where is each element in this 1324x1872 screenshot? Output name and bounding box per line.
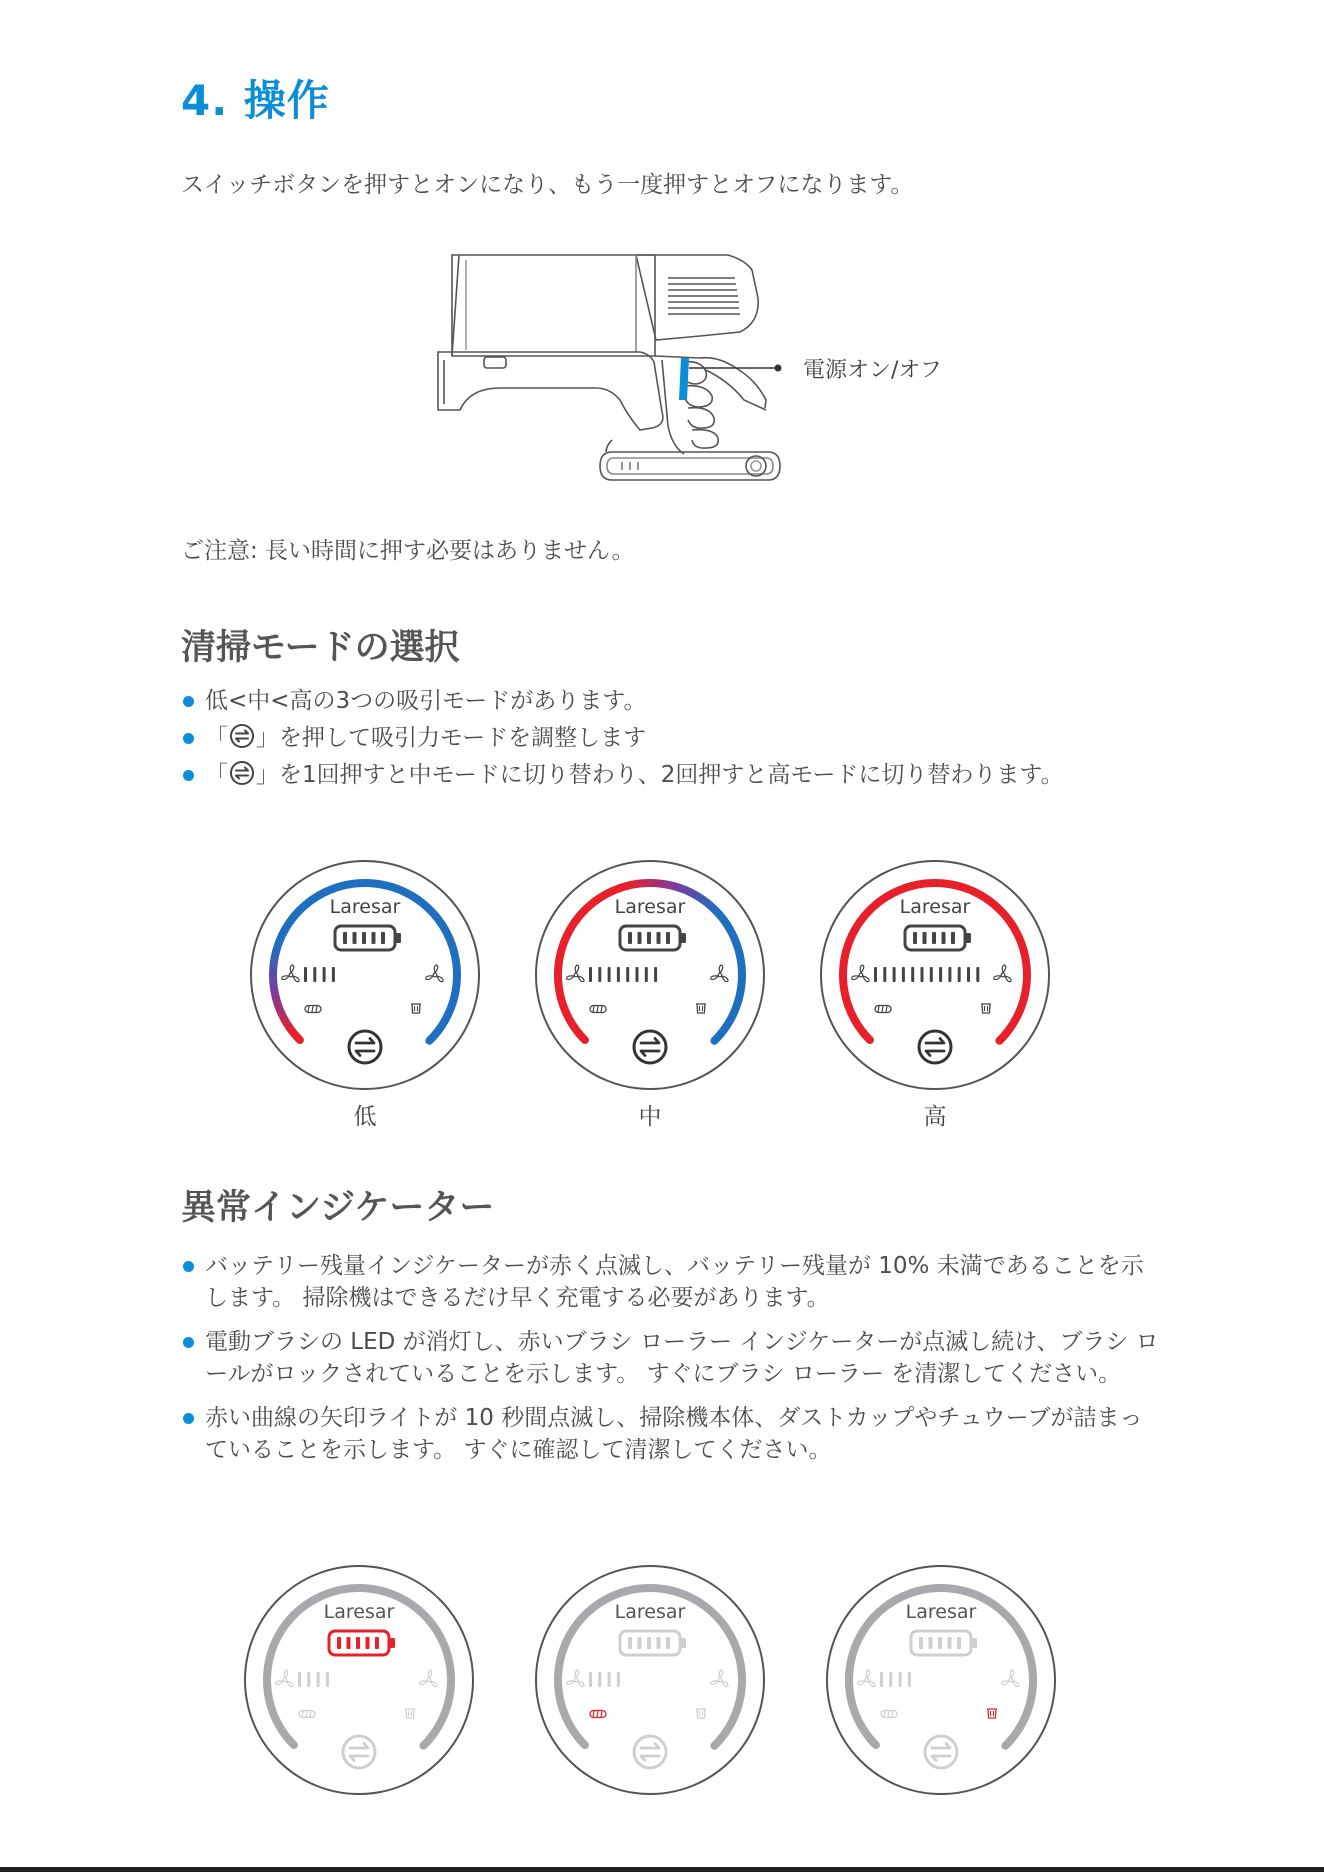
- mode-section-title: 清掃モードの選択: [181, 628, 460, 668]
- brand-logo: Laresar: [614, 1601, 686, 1623]
- mode-switch-icon: [229, 760, 255, 786]
- indicator-blockage: [821, 1560, 1061, 1800]
- mode-label-low: 低: [353, 1104, 377, 1130]
- abnormal-bullet-list: [181, 1250, 1161, 1478]
- bullet-text: 低<中<高の3つの吸引モードがあります。: [205, 688, 647, 714]
- abnormal-section-title: 異常インジケーター: [181, 1188, 495, 1228]
- brand-logo: Laresar: [323, 1601, 395, 1623]
- indicator-battery-low: [239, 1560, 479, 1800]
- bullet-text: 」を1回押すと中モードに切り替わり、2回押すと高モードに切り替わります。: [256, 762, 1064, 788]
- intro-text: スイッチボタンを押すとオンになり、もう一度押すとオフになります。: [181, 172, 914, 198]
- power-switch-label: 電源オン/オフ: [803, 358, 942, 383]
- bullet-text: バッテリー残量インジケーターが赤く点滅し、バッテリー残量が 10% 未満であることを示します。 掃除機はできるだけ早く充電する必要があります。: [205, 1253, 1144, 1311]
- page-bottom-rule: [0, 1867, 1324, 1872]
- mode-switch-icon: [229, 723, 255, 749]
- bracket-open: 「: [205, 762, 228, 788]
- mode-display-mid: [530, 855, 770, 1095]
- list-item: [181, 683, 1161, 720]
- list-item: [181, 1250, 1161, 1314]
- brand-logo: Laresar: [614, 896, 686, 918]
- note-text: ご注意: 長い時間に押す必要はありません。: [181, 538, 635, 564]
- bullet-text: 電動ブラシの LED が消灯し、赤いブラシ ローラー インジケーターが点滅し続け、ブラシ ロールがロックされていることを示します。 すぐにブラシ ローラー を清潔してください。: [205, 1329, 1159, 1387]
- bracket-open: 「: [205, 725, 228, 751]
- brand-logo: Laresar: [899, 896, 971, 918]
- mode-label-mid: 中: [638, 1104, 662, 1130]
- mode-display-high: [815, 855, 1055, 1095]
- bullet-text: 赤い曲線の矢印ライトが 10 秒間点滅し、掃除機本体、ダストカップやチュウーブが詰まっていることを示します。 すぐに確認して清潔してください。: [205, 1405, 1143, 1463]
- mode-display-low: [245, 855, 485, 1095]
- mode-bullet-list: [181, 683, 1161, 794]
- brand-logo: Laresar: [329, 896, 401, 918]
- mode-label-high: 高: [923, 1104, 947, 1130]
- list-item: [181, 1326, 1161, 1390]
- brand-logo: Laresar: [905, 1601, 977, 1623]
- vacuum-illustration: [400, 240, 960, 500]
- section-heading: 4. 操作: [181, 76, 330, 125]
- list-item: [181, 720, 1161, 757]
- indicator-brush-locked: [530, 1560, 770, 1800]
- list-item: [181, 1402, 1161, 1466]
- list-item: [181, 757, 1161, 794]
- bullet-text: 」を押して吸引力モードを調整します: [256, 725, 647, 751]
